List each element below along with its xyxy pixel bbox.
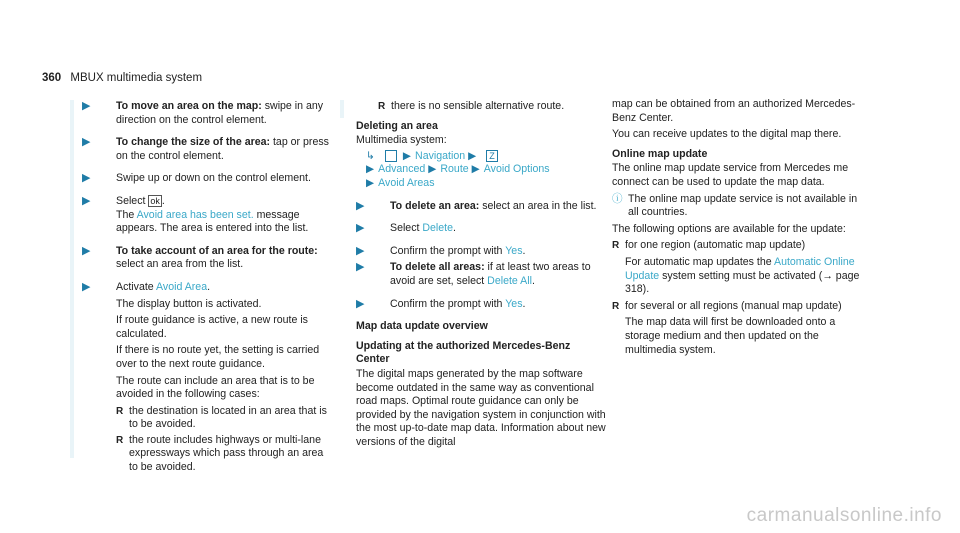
step-arrow-icon: ▶: [356, 199, 365, 212]
step-arrow-icon: ▶: [356, 261, 365, 274]
bullet-item: R for several or all regions (manual map update) The map data will first be downloaded onto a storage medium and then updated on the multimedia system.: [612, 299, 842, 356]
instruction-step: ▶ Swipe up or down on the control element.: [82, 172, 311, 185]
z-icon: Z: [486, 150, 498, 162]
step-arrow-icon: ▶: [82, 136, 91, 149]
instruction-step: ▶ To change the size of the area: tap or press on the control element.: [82, 136, 329, 162]
avoid-area-link: Avoid Area: [156, 280, 208, 293]
path-arrow-icon: ▶: [366, 176, 375, 189]
step-arrow-icon: ▶: [82, 244, 91, 257]
continuation-bar: [340, 100, 344, 118]
instruction-step: ▶ To take account of an area for the route: select an area from the list.: [82, 244, 318, 271]
instruction-step: ▶ Select ok . The Avoid area has been set. message appears. The area is entered into the list.: [82, 194, 309, 235]
step-arrow-icon: ▶: [356, 297, 365, 310]
column-2: R there is no sensible alternative route. Deleting an area Multimedia system: ↳ ▶ Navigation ▶ Z ▶ Advanced ▶ Route ▶ Avoid Options ▶ Avoid Areas ▶ To delete an area: select an area in the list. ▶ Select Delete. ▶ Confirm the prompt with Yes. ▶ To delete all areas: if at least two areas to avoid are set, select Delete All. ▶ Confirm the prompt with Yes. Map data update overview Updating at the authorized Mercedes-Benz Center The digital maps generated by the map software become outdated in the same way as conventional road maps. Optimal route guidance can only be provided by the navigation system in conjunction with the most up-to-date map data. Information about new versions of the digital: [356, 100, 606, 448]
path-arrow-icon: ▶: [471, 163, 480, 176]
bullet-icon: R: [612, 300, 620, 312]
info-icon: ⓘ: [612, 192, 623, 205]
note: ⓘ The online map update service is not available in all countries.: [612, 192, 858, 219]
bullet-item: R the destination is located in an area that is to be avoided.: [116, 404, 327, 431]
step-arrow-icon: ▶: [82, 194, 91, 207]
page-header-title: MBUX multimedia system: [70, 72, 203, 84]
path-arrow-icon: ▶: [468, 149, 477, 162]
watermark: carmanualsonline.info: [746, 505, 942, 526]
step-arrow-icon: ▶: [82, 172, 91, 185]
path-arrow-icon: ▶: [366, 163, 375, 176]
home-icon: [385, 150, 397, 162]
instruction-step: ▶ Confirm the prompt with Yes.: [356, 297, 526, 310]
menu-path: ↳ ▶ Navigation ▶ Z ▶ Advanced ▶ Route ▶ Avoid Options ▶ Avoid Areas: [366, 149, 550, 189]
path-arrow-icon: ▶: [428, 163, 437, 176]
bullet-item: R for one region (automatic map update) For automatic map updates the Automatic Online Update system setting must be activated (→ page 318).: [612, 239, 860, 296]
bullet-icon: R: [116, 405, 124, 417]
section-heading: Deleting an area: [356, 119, 438, 132]
path-arrow-icon: ▶: [402, 149, 412, 162]
step-arrow-icon: ▶: [82, 280, 91, 293]
bullet-icon: R: [378, 101, 386, 112]
section-heading: Online map update: [612, 147, 708, 160]
column-1: [70, 100, 332, 474]
page-header: [42, 72, 202, 84]
instruction-step: ▶ To delete an area: select an area in the list.: [356, 199, 597, 212]
instruction-step: ▶ Select Delete.: [356, 222, 456, 235]
path-start-icon: ↳: [366, 149, 375, 162]
step-arrow-icon: ▶: [356, 222, 365, 235]
bullet-item: R the route includes highways or multi-lane expressways which pass through an area to be avoided.: [116, 433, 324, 474]
instruction-step: ▶ To move an area on the map: swipe in any direction on the control element.: [82, 100, 324, 126]
bullet-icon: R: [612, 240, 620, 252]
bullet-icon: R: [116, 434, 124, 446]
bullet-item: R there is no sensible alternative route.: [378, 100, 565, 112]
instruction-step: ▶ Confirm the prompt with Yes.: [356, 244, 526, 257]
step-arrow-icon: ▶: [82, 100, 91, 112]
instruction-step: ▶ To delete all areas: if at least two areas to avoid are set, select Delete All.: [356, 261, 591, 287]
ok-icon: ok: [150, 196, 160, 207]
section-heading: Map data update overview: [356, 320, 488, 333]
step-arrow-icon: ▶: [356, 244, 365, 257]
message-text: Avoid area has been set.: [136, 208, 254, 221]
section-heading: Updating at the authorized Mercedes-Benz Center: [356, 339, 571, 366]
instruction-step: ▶ Activate Avoid Area. The display button is activated. If route guidance is active, a new route is calculated. If there is no route yet, the setting is carried over to the next route guidance. The route can include an area that is to be avoided in the following cases: R the destination is located in an area that is to be avoided. R the route includes highways or multi-lane expressways which pass through an area to be avoided.: [82, 281, 332, 475]
page-number: 360: [42, 72, 62, 84]
column-3: map can be obtained from an authorized Mercedes-Benz Center. You can receive updates to the digital map there. Online map update The online map update service from Mercedes me connect can be used to update the map data. ⓘ The online map update service is not available in all countries. The following options are available for the update: R for one region (automatic map update) For automatic map updates the Automatic Online Update system setting must be activated (→ page 318). R for several or all regions (manual map update) The map data will first be downloaded onto a storage medium and then updated on the multimedia system.: [612, 98, 862, 360]
